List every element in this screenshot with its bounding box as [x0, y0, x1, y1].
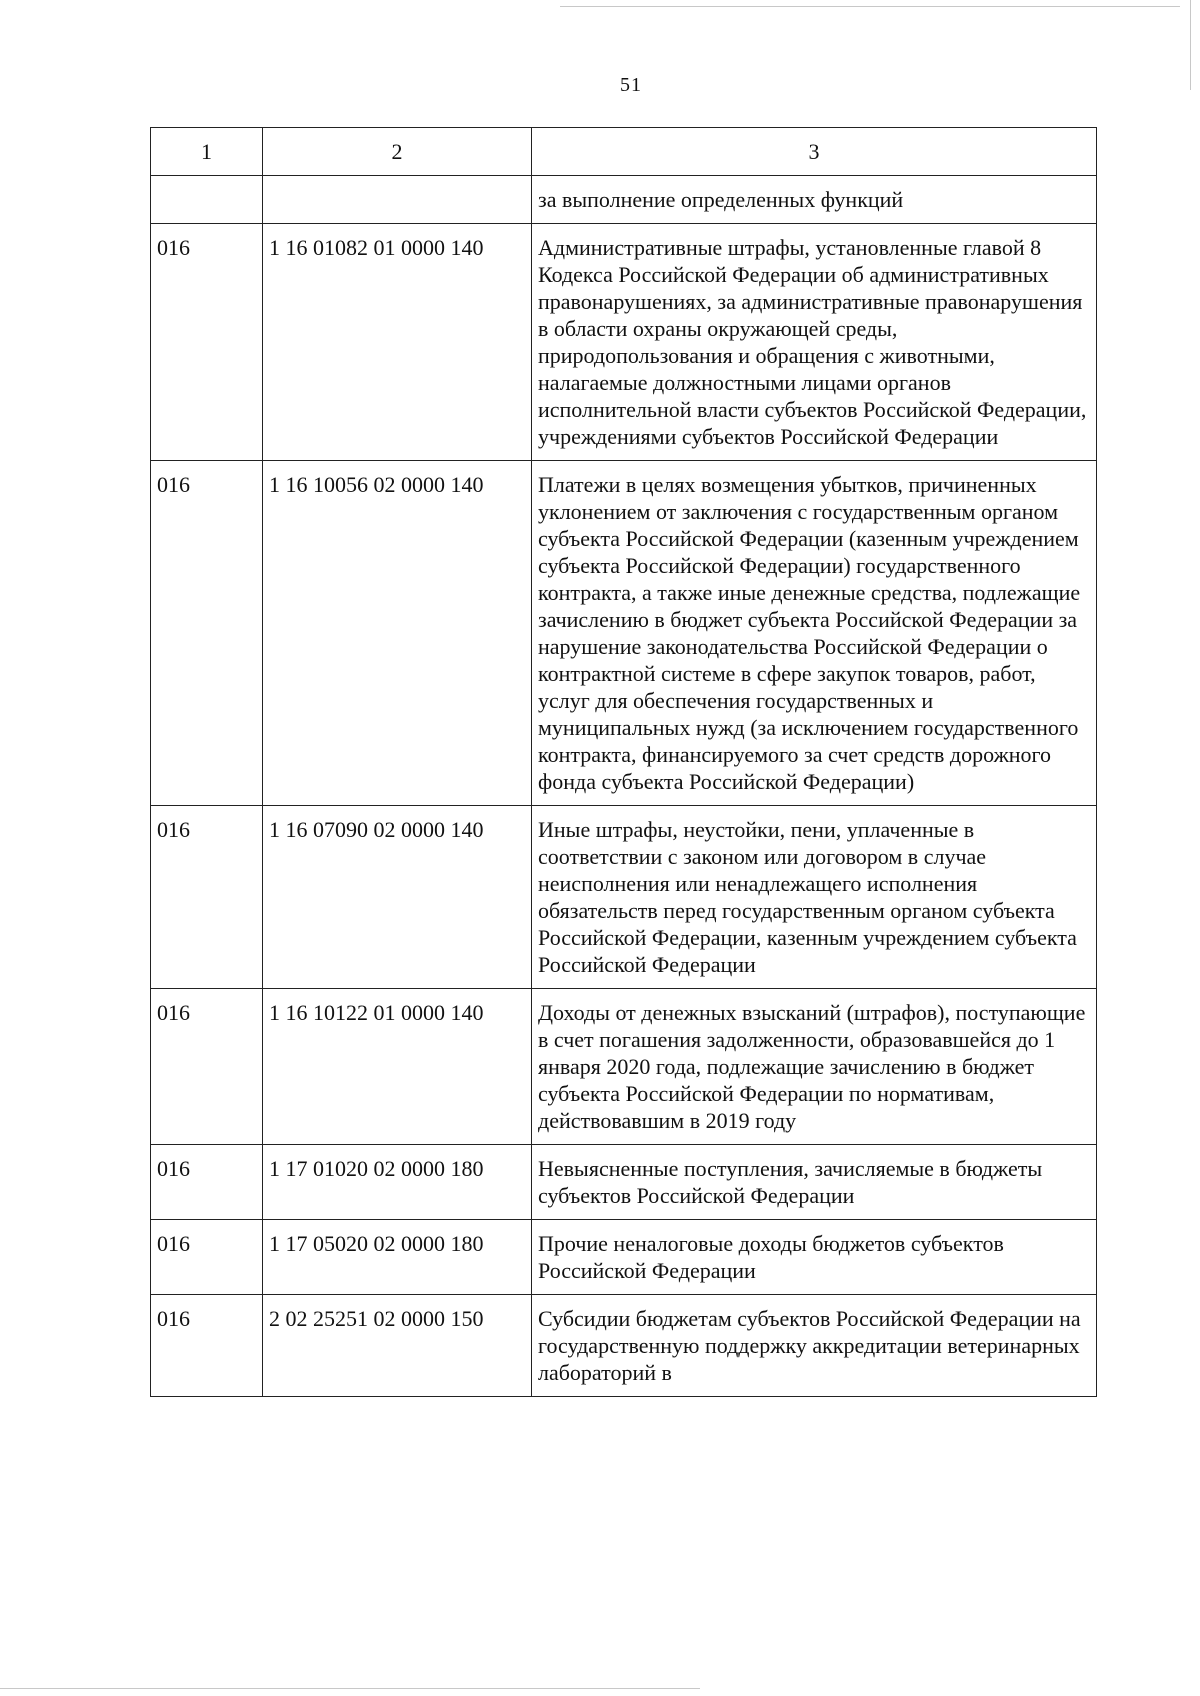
- bcc-code-cell: 1 16 10056 02 0000 140: [263, 461, 532, 806]
- table-row: [151, 461, 1097, 806]
- bcc-code-cell: 1 16 07090 02 0000 140: [263, 806, 532, 989]
- table-row: [151, 989, 1097, 1145]
- table-row: [151, 1145, 1097, 1220]
- admin-code-cell: 016: [151, 989, 263, 1145]
- table-header-row: [151, 128, 1097, 176]
- table-row: [151, 224, 1097, 461]
- description-cell: Субсидии бюджетам субъектов Российской Федерации на государственную поддержку аккредитации ветеринарных лабораторий в: [532, 1295, 1097, 1397]
- bcc-code-cell: 1 16 01082 01 0000 140: [263, 224, 532, 461]
- admin-code-cell: 016: [151, 1220, 263, 1295]
- admin-code-cell: 016: [151, 806, 263, 989]
- bcc-code-cell: 2 02 25251 02 0000 150: [263, 1295, 532, 1397]
- page-number: 51: [620, 74, 642, 96]
- table-row: [151, 1295, 1097, 1397]
- bcc-code-cell: 1 17 05020 02 0000 180: [263, 1220, 532, 1295]
- admin-code-cell: 016: [151, 224, 263, 461]
- description-cell: Иные штрафы, неустойки, пени, уплаченные в соответствии с законом или договором в случае неисполнения или ненадлежащего исполнения обязательств перед государственным органом субъекта Российской Федерации, казенным учреждением субъекта Российской Федерации: [532, 806, 1097, 989]
- admin-code-cell: 016: [151, 1295, 263, 1397]
- continuation-cell-2: [263, 176, 532, 224]
- scan-edge-bottom: [0, 1688, 700, 1689]
- description-cell: Административные штрафы, установленные главой 8 Кодекса Российской Федерации об административных правонарушениях, за административные правонарушения в области охраны окружающей среды, природопользования и обращения с животными, налагаемые должностными лицами органов исполнительной власти субъектов Российской Федерации, учреждениями субъектов Российской Федерации: [532, 224, 1097, 461]
- header-col-3: 3: [532, 128, 1097, 176]
- header-col-2: 2: [263, 128, 532, 176]
- continuation-cell-1: [151, 176, 263, 224]
- description-cell: Прочие неналоговые доходы бюджетов субъектов Российской Федерации: [532, 1220, 1097, 1295]
- continuation-row: [151, 176, 1097, 224]
- table-row: [151, 806, 1097, 989]
- bcc-code-cell: 1 17 01020 02 0000 180: [263, 1145, 532, 1220]
- revenue-codes-table: [150, 127, 1097, 1397]
- admin-code-cell: 016: [151, 1145, 263, 1220]
- description-cell: Невыясненные поступления, зачисляемые в бюджеты субъектов Российской Федерации: [532, 1145, 1097, 1220]
- table-row: [151, 1220, 1097, 1295]
- continuation-cell-3: за выполнение определенных функций: [532, 176, 1097, 224]
- description-cell: Платежи в целях возмещения убытков, причиненных уклонением от заключения с государственным органом субъекта Российской Федерации (казенным учреждением субъекта Российской Федерации) государственного контракта, а также иные денежные средства, подлежащие зачислению в бюджет субъекта Российской Федерации за нарушение законодательства Российской Федерации о контрактной системе в сфере закупок товаров, работ, услуг для обеспечения государственных и муниципальных нужд (за исключением государственного контракта, финансируемого за счет средств дорожного фонда субъекта Российской Федерации): [532, 461, 1097, 806]
- bcc-code-cell: 1 16 10122 01 0000 140: [263, 989, 532, 1145]
- scan-edge-top: [560, 6, 1180, 7]
- description-cell: Доходы от денежных взысканий (штрафов), поступающие в счет погашения задолженности, образовавшейся до 1 января 2020 года, подлежащие зачислению в бюджет субъекта Российской Федерации по нормативам, действовавшим в 2019 году: [532, 989, 1097, 1145]
- admin-code-cell: 016: [151, 461, 263, 806]
- header-col-1: 1: [151, 128, 263, 176]
